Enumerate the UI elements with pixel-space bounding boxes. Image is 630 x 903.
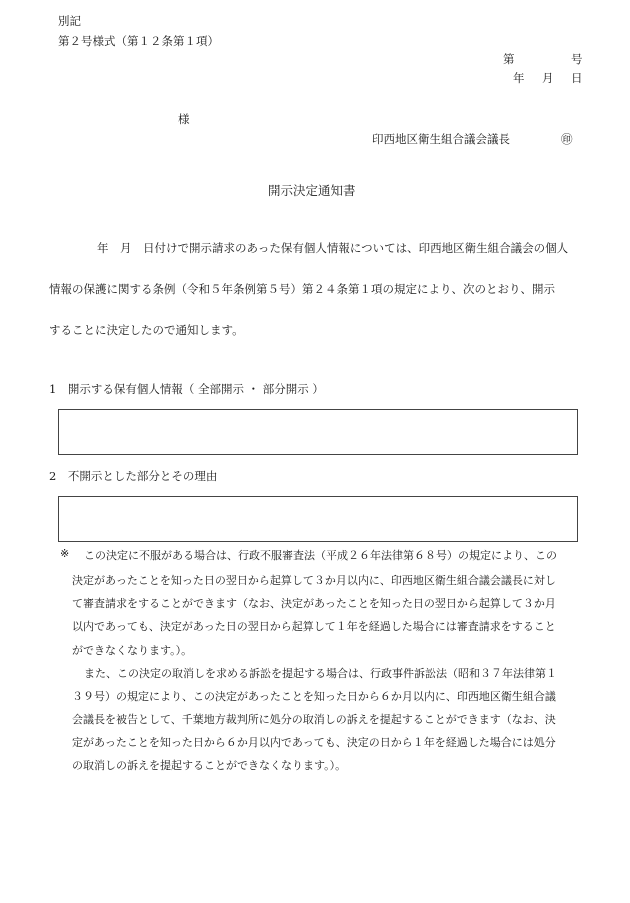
disclosed-info-box — [58, 409, 578, 455]
section-1-label: 1 開示する保有個人情報（ 全部開示 ・ 部分開示 ） — [49, 382, 324, 396]
date-day-label: 日 — [571, 71, 583, 85]
section-2-label: 2 不開示とした部分とその理由 — [49, 469, 218, 483]
note-paragraph-2-line-5: の取消しの訴えを提起することができなくなります。）。 — [72, 759, 347, 772]
document-number-prefix: 第 — [503, 52, 515, 66]
form-number: 第２号様式（第１２条第１項） — [58, 34, 219, 48]
sender-name: 印西地区衛生組合議会議長 — [372, 132, 510, 146]
date-month-label: 月 — [542, 71, 554, 85]
body-line-1: 年 月 日付けで開示請求のあった保有個人情報については、印西地区衛生組合議会の個人 — [97, 241, 569, 255]
note-paragraph-1-line-5: ができなくなります。）。 — [72, 644, 193, 657]
addressee-honorific: 様 — [178, 112, 190, 126]
note-paragraph-2-line-2: ３９号）の規定により、この決定があったことを知った日から６か月以内に、印西地区衛生組合議 — [72, 690, 556, 703]
body-line-2: 情報の保護に関する条例（令和５年条例第５号）第２４条第１項の規定により、次のとおり、開示 — [49, 282, 555, 296]
note-paragraph-2-line-3: 会議長を被告として、千葉地方裁判所に処分の取消しの訴えを提起することができます（なお、決 — [72, 713, 556, 726]
note-paragraph-1-line-4: 以内であっても、決定があった日の翌日から起算して１年を経過した場合には審査請求をすること — [72, 620, 556, 633]
note-paragraph-1-line-3: て審査請求をすることができます（なお、決定があったことを知った日の翌日から起算して３か月 — [72, 597, 556, 610]
nondisclosure-reason-box — [58, 496, 578, 542]
date-year-label: 年 — [513, 71, 525, 85]
document-number-suffix: 号 — [571, 52, 583, 66]
document-title: 開示決定通知書 — [268, 183, 356, 198]
seal-mark: ㊞ — [561, 132, 573, 146]
note-paragraph-2-line-1: また、この決定の取消しを求める訴訟を提起する場合は、行政事件訴訟法（昭和３７年法律第１ — [84, 667, 557, 680]
note-paragraph-2-line-4: 定があったことを知った日から６か月以内であっても、決定の日から１年を経過した場合には処分 — [72, 736, 556, 749]
body-line-3: することに決定したので通知します。 — [49, 323, 244, 337]
attachment-label: 別記 — [58, 14, 81, 28]
note-paragraph-1-line-2: 決定があったことを知った日の翌日から起算して３か月以内に、印西地区衛生組合議会議長に対し — [72, 574, 556, 587]
note-mark: ※ — [60, 547, 70, 560]
note-paragraph-1-line-1: この決定に不服がある場合は、行政不服審査法（平成２６年法律第６８号）の規定により、この — [84, 549, 557, 562]
